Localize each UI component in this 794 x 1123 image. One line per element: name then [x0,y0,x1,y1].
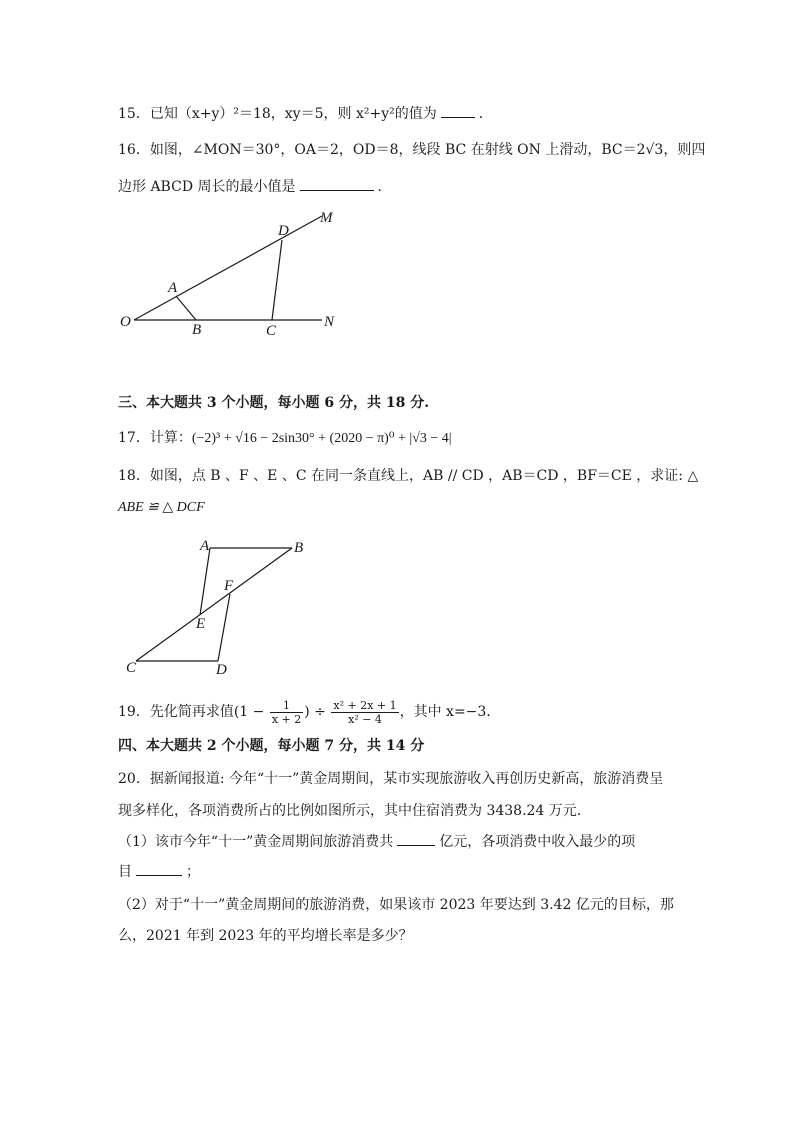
q19-fraction-1 [270,699,303,726]
label-a: A [168,280,178,296]
q20-sub1-text-b: 亿元，各项消费中收入最少的项 [439,834,636,850]
q18-figure [118,530,318,680]
q18-number: 18． [118,468,150,484]
q16-end: ． [377,179,392,195]
ray-om [134,216,322,320]
q19-number: 19． [118,704,150,720]
q19-prefix: 先化简再求值 [149,704,234,720]
q20-sub1-text-a: （1）该市今年“十一”黄金周期间旅游消费共 [118,834,394,850]
q17-expression: (−2)³ + √16 − 2sin30° + (2020 − π)⁰ + |√3 − 4| [191,431,452,446]
q19-fraction-1-denominator: x + 2 [271,712,302,726]
label-c: C [266,323,277,339]
q19-fraction-2-numerator: x² + 2x + 1 [333,698,397,712]
q16-line2 [118,176,392,197]
q20-sub1-line1 [118,831,635,852]
label-c: C [126,660,137,676]
q16-figure [110,200,360,350]
q19-line [118,697,500,727]
label-n: N [324,314,335,330]
label-f: F [224,578,234,594]
q16-text-line2: 边形 ABCD 周长的最小值是 [118,179,296,195]
segment-cd [272,240,282,320]
q17-number: 17． [118,430,150,446]
q20-line1 [118,769,663,789]
q18-line2 [118,497,205,518]
q15-answer-blank[interactable] [441,103,475,118]
label-m: M [320,210,333,226]
q16-line1 [118,140,705,160]
q20-sub1-line2 [118,861,200,882]
section3-header: 三、本大题共 3 个小题，每小题 6 分，共 18 分. [118,395,430,411]
segment-df [218,594,230,661]
q15-end: ． [478,106,493,122]
q20-sub1-blank-2[interactable] [136,861,182,876]
q19-fraction-2 [331,699,398,726]
label-d: D [278,223,289,239]
q15-text: 已知（x+y）²＝18，xy＝5，则 x²+y²的值为 [149,106,437,122]
q17-prefix: 计算： [149,430,192,446]
q20-line2 [118,801,591,821]
q19-fraction-1-numerator: 1 [270,699,303,713]
segment-bc [136,548,292,661]
q19-expr-open: (1 − [233,704,265,720]
q19-expr-mid: ) ÷ [304,704,326,720]
q20-sub1-text-c: 目 [118,864,132,880]
label-b: B [192,322,202,338]
q20-sub2-line2 [118,926,413,946]
q20-sub2-text-line2: 么，2021 年到 2023 年的平均增长率是多少？ [118,928,413,944]
q15-line [118,103,493,124]
q20-number: 20． [118,771,150,787]
q18-text-line2: ABE ≌ △ DCF [118,500,205,515]
q20-sub1-blank-1[interactable] [397,831,435,846]
segment-ab [176,296,196,320]
segment-ae [200,548,210,615]
q20-text-line2: 现多样化，各项消费所占的比例如图所示，其中住宿消费为 3438.24 万元． [118,803,591,819]
label-b: B [294,540,304,556]
q20-sub2-line1 [118,895,674,915]
label-a: A [200,538,210,554]
section4-header: 四、本大题共 2 个小题，每小题 7 分，共 14 分 [118,738,425,754]
q18-line1 [118,466,698,486]
q20-text-line1: 据新闻报道: 今年“十一”黄金周期间，某市实现旅游收入再创历史新高，旅游消费呈 [149,771,664,787]
q17-line [118,428,452,449]
q15-number: 15． [118,106,150,122]
q19-fraction-2-denominator: x² − 4 [348,712,382,726]
label-d: D [216,662,227,678]
label-e: E [196,616,206,632]
q16-number: 16． [118,142,150,158]
q16-text-line1: 如图，∠MON＝30°，OA＝2，OD＝8，线段 BC 在射线 ON 上滑动，BC＝2√3，则四 [149,142,706,158]
q18-text-line1: 如图，点 B 、F 、E 、C 在同一条直线上，AB // CD ，AB＝CD ，BF＝CE ，求证: △ [149,468,699,484]
q16-answer-blank[interactable] [300,176,374,191]
q20-sub2-text-line1: （2）对于“十一”黄金周期间的旅游消费，如果该市 2023 年要达到 3.42 亿元的目标，那 [118,897,674,913]
q19-suffix: ，其中 x=−3． [399,704,501,720]
label-o: O [120,314,131,330]
q20-sub1-text-d: ； [186,864,200,880]
